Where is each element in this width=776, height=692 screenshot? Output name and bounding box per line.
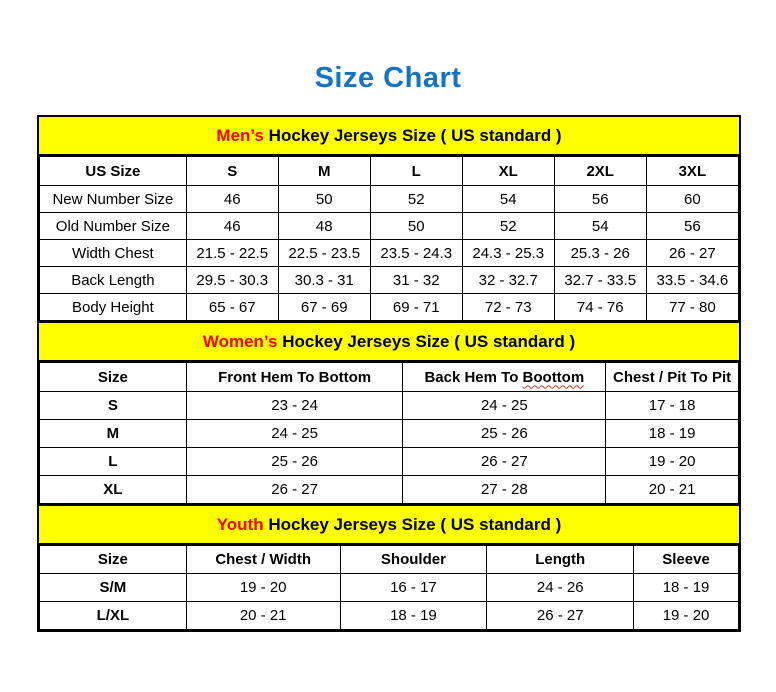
- size-chart: [37, 115, 741, 632]
- cell: 26 - 27: [646, 240, 738, 267]
- cell: 25.3 - 26: [554, 240, 646, 267]
- column-header: S: [186, 157, 278, 186]
- cell: 65 - 67: [186, 294, 278, 321]
- cell: 18 - 19: [634, 574, 739, 602]
- cell: 27 - 28: [403, 476, 606, 504]
- column-header: Sleeve: [634, 546, 739, 574]
- cell: 29.5 - 30.3: [186, 267, 278, 294]
- cell: 17 - 18: [606, 392, 739, 420]
- cell: 22.5 - 23.5: [278, 240, 370, 267]
- column-header: 2XL: [554, 157, 646, 186]
- cell: 69 - 71: [370, 294, 462, 321]
- cell: 20 - 21: [606, 476, 739, 504]
- row-label: L: [40, 448, 187, 476]
- youth-size-table: [39, 545, 739, 630]
- cell: 32.7 - 33.5: [554, 267, 646, 294]
- cell: 54: [462, 186, 554, 213]
- table-row: [40, 448, 739, 476]
- header-text: Back Hem To: [424, 368, 523, 386]
- cell: 32 - 32.7: [462, 267, 554, 294]
- column-header: L: [370, 157, 462, 186]
- womens-size-table: [39, 362, 739, 504]
- row-label: Body Height: [40, 294, 187, 321]
- row-label: L/XL: [40, 602, 187, 630]
- table-row: [40, 420, 739, 448]
- row-label: New Number Size: [40, 186, 187, 213]
- cell: 19 - 20: [186, 574, 340, 602]
- cell: 20 - 21: [186, 602, 340, 630]
- cell: 74 - 76: [554, 294, 646, 321]
- table-row: [40, 294, 739, 321]
- cell: 46: [186, 186, 278, 213]
- column-header: Size: [40, 363, 187, 392]
- table-row: [40, 267, 739, 294]
- cell: 33.5 - 34.6: [646, 267, 738, 294]
- cell: 24.3 - 25.3: [462, 240, 554, 267]
- cell: 18 - 19: [340, 602, 487, 630]
- cell: 77 - 80: [646, 294, 738, 321]
- cell: 25 - 26: [403, 420, 606, 448]
- row-label: M: [40, 420, 187, 448]
- table-row: [40, 476, 739, 504]
- cell: 60: [646, 186, 738, 213]
- column-header: M: [278, 157, 370, 186]
- table-row: [40, 240, 739, 267]
- youth-section-title: Hockey Jerseys Size ( US standard ): [263, 515, 562, 534]
- row-label: Old Number Size: [40, 213, 187, 240]
- mens-section-title: Hockey Jerseys Size ( US standard ): [263, 126, 562, 145]
- table-row: [40, 392, 739, 420]
- cell: 50: [370, 213, 462, 240]
- row-label: Width Chest: [40, 240, 187, 267]
- row-label: Back Length: [40, 267, 187, 294]
- cell: 23.5 - 24.3: [370, 240, 462, 267]
- cell: 30.3 - 31: [278, 267, 370, 294]
- cell: 31 - 32: [370, 267, 462, 294]
- cell: 24 - 25: [403, 392, 606, 420]
- cell: 72 - 73: [462, 294, 554, 321]
- cell: 24 - 25: [186, 420, 403, 448]
- cell: 19 - 20: [606, 448, 739, 476]
- mens-section-header: [39, 117, 739, 156]
- cell: 16 - 17: [340, 574, 487, 602]
- womens-section-title: Hockey Jerseys Size ( US standard ): [277, 332, 576, 351]
- cell: 56: [554, 186, 646, 213]
- cell: 54: [554, 213, 646, 240]
- row-label: XL: [40, 476, 187, 504]
- column-header: Chest / Width: [186, 546, 340, 574]
- column-header: XL: [462, 157, 554, 186]
- cell: 52: [462, 213, 554, 240]
- misspelled-word: Boottom: [522, 368, 585, 386]
- table-row: [40, 574, 739, 602]
- womens-section-highlight: Women’s: [202, 332, 278, 351]
- cell: 26 - 27: [487, 602, 634, 630]
- column-header: Shoulder: [340, 546, 487, 574]
- mens-section-highlight: Men’s: [216, 126, 264, 145]
- cell: 25 - 26: [186, 448, 403, 476]
- cell: 26 - 27: [186, 476, 403, 504]
- cell: 24 - 26: [487, 574, 634, 602]
- column-header: US Size: [40, 157, 187, 186]
- cell: 23 - 24: [186, 392, 403, 420]
- youth-section-header: [39, 504, 739, 545]
- column-header: 3XL: [646, 157, 738, 186]
- cell: 56: [646, 213, 738, 240]
- cell: 52: [370, 186, 462, 213]
- column-header: Front Hem To Bottom: [186, 363, 403, 392]
- row-label: S: [40, 392, 187, 420]
- table-row: [40, 213, 739, 240]
- cell: 67 - 69: [278, 294, 370, 321]
- womens-section-header: [39, 321, 739, 362]
- youth-header-row: [40, 546, 739, 574]
- cell: 19 - 20: [634, 602, 739, 630]
- cell: 26 - 27: [403, 448, 606, 476]
- table-row: [40, 602, 739, 630]
- table-row: [40, 186, 739, 213]
- cell: 46: [186, 213, 278, 240]
- mens-header-row: [40, 157, 739, 186]
- column-header: Size: [40, 546, 187, 574]
- cell: 48: [278, 213, 370, 240]
- mens-size-table: [39, 156, 739, 321]
- row-label: S/M: [40, 574, 187, 602]
- page-title: Size Chart: [314, 62, 462, 94]
- youth-section-highlight: Youth: [216, 515, 264, 534]
- womens-header-row: [40, 363, 739, 392]
- column-header: Length: [487, 546, 634, 574]
- cell: 18 - 19: [606, 420, 739, 448]
- column-header: Chest / Pit To Pit: [606, 363, 739, 392]
- column-header-misspelled: [403, 363, 606, 392]
- cell: 21.5 - 22.5: [186, 240, 278, 267]
- cell: 50: [278, 186, 370, 213]
